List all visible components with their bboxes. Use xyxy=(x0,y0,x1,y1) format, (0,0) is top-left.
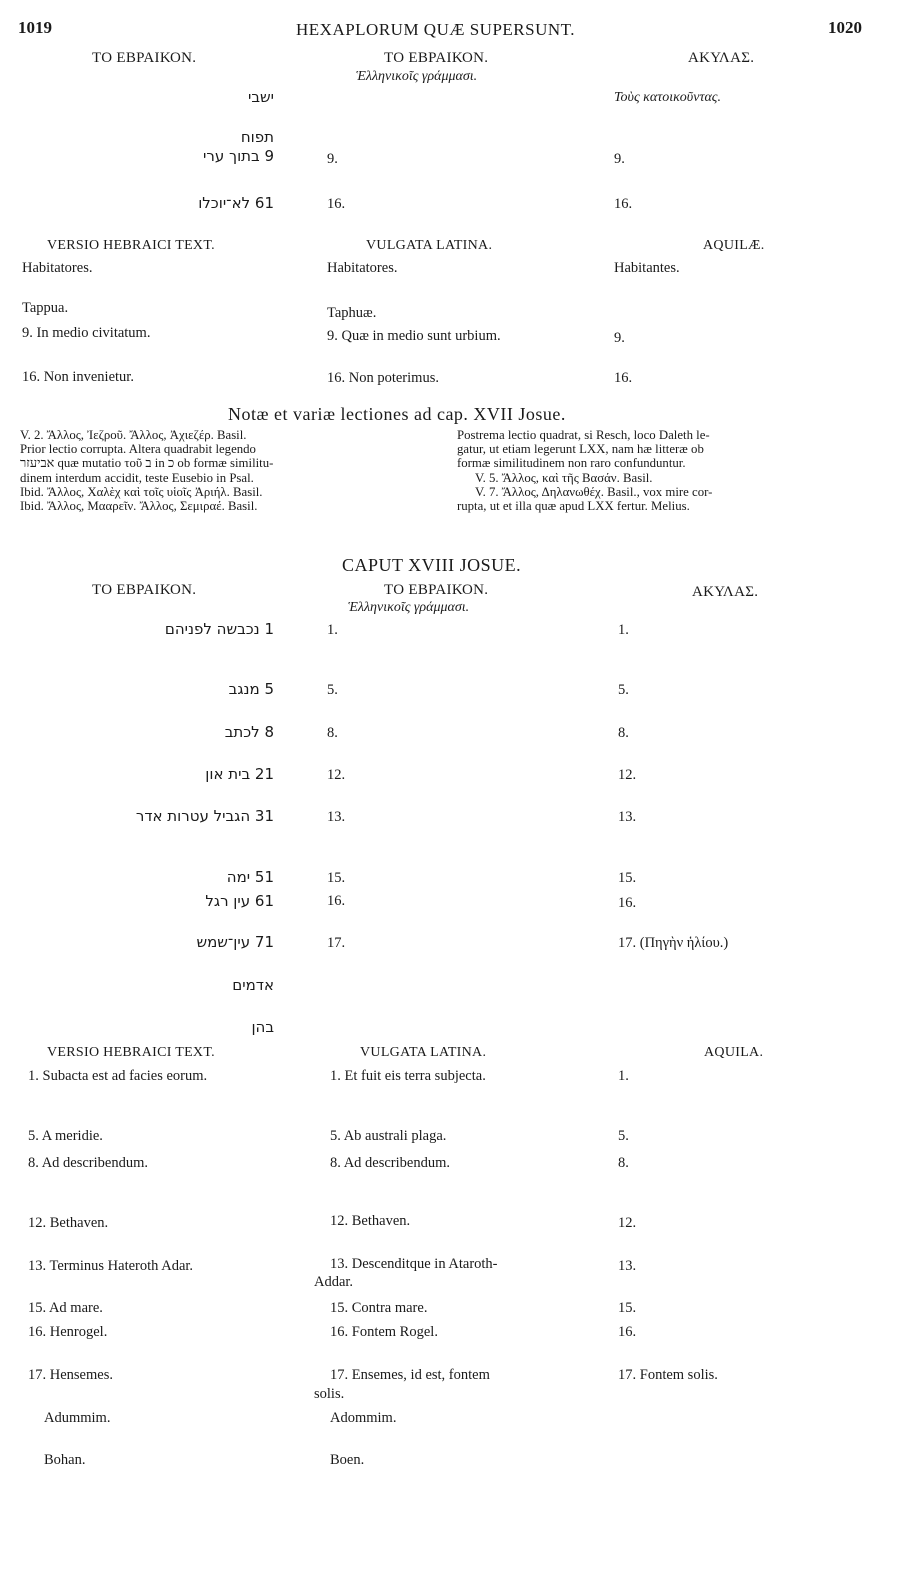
versio-cell: 5. A meridie. xyxy=(28,1128,103,1144)
aquila-cell: 13. xyxy=(618,809,637,825)
hebrew-cell: 8 לכתב xyxy=(224,723,274,741)
vulgata-cell: 13. Descenditque in Ataroth- xyxy=(330,1256,498,1272)
aquila-cell: Τοὺς κατοικοῦντας. xyxy=(614,90,721,105)
aquila-latin-cell: 13. xyxy=(618,1258,637,1274)
vulgata-cell: 9. Quæ in medio sunt urbium. xyxy=(327,328,501,344)
note-line: Ibid. Ἄλλος, Χαλὲχ καὶ τοῖς υἱοῖς Ἀριήλ. Basil. xyxy=(20,484,263,499)
versio-cell: 13. Terminus Hateroth Adar. xyxy=(28,1258,194,1274)
aquila-cell: 1. xyxy=(618,622,629,638)
hebrew-cell: בהן xyxy=(251,1018,274,1036)
vulgata-cell: 17. Ensemes, id est, fontem xyxy=(330,1367,490,1383)
greek-letters-cell: 13. xyxy=(327,809,346,825)
col-header-hebrew: ΤΟ ΕΒΡΑΙΚΟΝ. xyxy=(92,582,197,598)
aquila-cell: 5. xyxy=(618,682,629,698)
hebrew-cell: 9 בתוך ערי xyxy=(203,147,274,165)
hebrew-cell: ישבי xyxy=(247,88,274,106)
vulgata-cell: Boen. xyxy=(330,1452,365,1468)
hebrew-cell: 5 מנגב xyxy=(228,680,274,698)
note-line: Ibid. Ἄλλος, Μααρεῖν. Ἄλλος, Σεμιραέ. Basil. xyxy=(20,499,258,514)
note-line: V. 5. Ἄλλος, καὶ τῆς Βασάν. Basil. xyxy=(475,470,653,485)
note-line: V. 7. Ἄλλος, Δηλανωθέχ. Basil., vox mire cor- xyxy=(475,484,713,499)
versio-cell: 12. Bethaven. xyxy=(28,1215,109,1231)
aquila-cell: 8. xyxy=(618,725,629,741)
aquila-latin-cell: Habitantes. xyxy=(614,260,680,276)
vulgata-cell: 12. Bethaven. xyxy=(330,1213,411,1229)
hebrew-cell: 17 עין־שמש xyxy=(196,933,274,951)
vulgata-cell: Adommim. xyxy=(330,1410,397,1426)
versio-cell: Habitatores. xyxy=(22,260,93,276)
hebrew-cell: 15 ימה xyxy=(226,868,274,886)
col-header-versio: VERSIO HEBRAICI TEXT. xyxy=(47,238,215,253)
vulgata-cell-continuation: solis. xyxy=(314,1386,345,1402)
notes-right-column xyxy=(457,428,712,513)
vulgata-cell: Taphuæ. xyxy=(327,305,377,321)
col-header-hebrew-greek: ΤΟ ΕΒΡΑΙΚΟΝ. xyxy=(384,582,489,598)
hebrew-cell: 16 עין רגל xyxy=(205,892,274,910)
aquila-cell: 15. xyxy=(618,870,637,886)
col-header-aquila: AQUILA. xyxy=(704,1045,764,1060)
versio-cell: 16. Henrogel. xyxy=(28,1324,108,1340)
note-line: Prior lectio corrupta. Altera quadrabit legendo xyxy=(20,442,256,457)
hebrew-cell: תפוח xyxy=(240,128,274,146)
note-line: gatur, ut etiam legerunt LXX, nam hæ litteræ ob xyxy=(457,442,704,457)
aquila-latin-cell: 12. xyxy=(618,1215,637,1231)
page-number-left: 1019 xyxy=(18,18,52,37)
aquila-cell: 12. xyxy=(618,767,637,783)
hebrew-cell: אדמים xyxy=(232,976,274,994)
vulgata-cell: 5. Ab australi plaga. xyxy=(330,1128,447,1144)
col-header-versio: VERSIO HEBRAICI TEXT. xyxy=(47,1045,215,1060)
vulgata-cell: 16. Non poterimus. xyxy=(327,370,439,386)
vulgata-cell: 1. Et fuit eis terra subjecta. xyxy=(330,1068,486,1084)
aquila-cell: 9. xyxy=(614,151,625,167)
note-line: אביעזר quæ mutatio τοῦ ב in כ ob formæ similitu- xyxy=(20,456,274,471)
greek-letters-cell: 5. xyxy=(327,682,338,698)
greek-letters-cell: 16. xyxy=(327,196,346,212)
hebrew-cell: 1 נכבשה לפניהם xyxy=(164,620,274,638)
aquila-latin-cell: 16. xyxy=(614,370,633,386)
col-header-aquila-greek: ΑΚΥΛΑΣ. xyxy=(692,584,759,600)
vulgata-cell: 15. Contra mare. xyxy=(330,1300,428,1316)
col-subheader-greek-letters: Ἑλληνικοῖς γράμμασι. xyxy=(356,69,478,84)
aquila-latin-cell: 1. xyxy=(618,1068,629,1084)
greek-letters-cell: 15. xyxy=(327,870,346,886)
versio-cell: 17. Hensemes. xyxy=(28,1367,113,1383)
greek-letters-cell: 12. xyxy=(327,767,346,783)
page-number-right: 1020 xyxy=(828,18,862,37)
versio-cell: 8. Ad describendum. xyxy=(28,1155,149,1171)
versio-cell: 15. Ad mare. xyxy=(28,1300,103,1316)
col-header-aquila-greek: ΑΚΥΛΑΣ. xyxy=(688,50,755,66)
col-subheader-greek-letters: Ἑλληνικοῖς γράμμασι. xyxy=(348,600,470,615)
aquila-latin-cell: 15. xyxy=(618,1300,637,1316)
versio-cell: Bohan. xyxy=(44,1452,86,1468)
hebrew-cell: 13 הגביל עטרות אדר xyxy=(135,807,274,825)
aquila-latin-cell: 5. xyxy=(618,1128,629,1144)
vulgata-cell: 16. Fontem Rogel. xyxy=(330,1324,438,1340)
aquila-latin-cell: 8. xyxy=(618,1155,629,1171)
aquila-latin-cell: 16. xyxy=(618,1324,637,1340)
versio-cell: Tappua. xyxy=(22,300,69,316)
greek-letters-cell: 8. xyxy=(327,725,338,741)
col-header-hebrew-greek: ΤΟ ΕΒΡΑΙΚΟΝ. xyxy=(384,50,489,66)
note-line: formæ similitudinem non raro confunduntur. xyxy=(457,456,686,471)
greek-letters-cell: 17. xyxy=(327,935,346,951)
col-header-aquila: AQUILÆ. xyxy=(703,238,765,253)
vulgata-cell-continuation: Addar. xyxy=(314,1274,354,1290)
greek-letters-cell: 9. xyxy=(327,151,338,167)
aquila-latin-cell: 17. Fontem solis. xyxy=(618,1367,718,1383)
caput-title: CAPUT XVIII JOSUE. xyxy=(342,555,522,575)
notes-title: Notæ et variæ lectiones ad cap. XVII Josue. xyxy=(228,404,566,424)
vulgata-cell: Habitatores. xyxy=(327,260,398,276)
versio-cell: Adummim. xyxy=(44,1410,111,1426)
versio-cell: 16. Non invenietur. xyxy=(22,369,134,385)
note-line: dinem interdum accidit, teste Eusebio in Psal. xyxy=(20,470,254,485)
vulgata-cell: 8. Ad describendum. xyxy=(330,1155,451,1171)
col-header-hebrew: ΤΟ ΕΒΡΑΙΚΟΝ. xyxy=(92,50,197,66)
hebrew-cell: 16 לא־יוכלו xyxy=(198,194,274,212)
aquila-cell: 17. (Πηγὴν ἡλίου.) xyxy=(618,935,729,951)
greek-letters-cell: 16. xyxy=(327,893,346,909)
aquila-cell: 16. xyxy=(618,895,637,911)
running-title: HEXAPLORUM QUÆ SUPERSUNT. xyxy=(296,20,576,39)
note-line: rupta, ut et illa quæ apud LXX fertur. Melius. xyxy=(457,499,690,514)
notes-left-column xyxy=(20,428,273,513)
note-line: V. 2. Ἄλλος, Ἰεζροῦ. Ἄλλος, Ἀχιεζέρ. Basil. xyxy=(20,428,247,442)
versio-cell: 1. Subacta est ad facies eorum. xyxy=(28,1068,208,1084)
greek-letters-cell: 1. xyxy=(327,622,338,638)
aquila-latin-cell: 9. xyxy=(614,330,625,346)
aquila-cell: 16. xyxy=(614,196,633,212)
col-header-vulgata: VULGATA LATINA. xyxy=(366,238,493,253)
hebrew-cell: 12 בית און xyxy=(205,765,274,783)
note-line: Postrema lectio quadrat, si Resch, loco Daleth le- xyxy=(457,428,710,442)
versio-cell: 9. In medio civitatum. xyxy=(22,325,151,341)
col-header-vulgata: VULGATA LATINA. xyxy=(360,1045,487,1060)
